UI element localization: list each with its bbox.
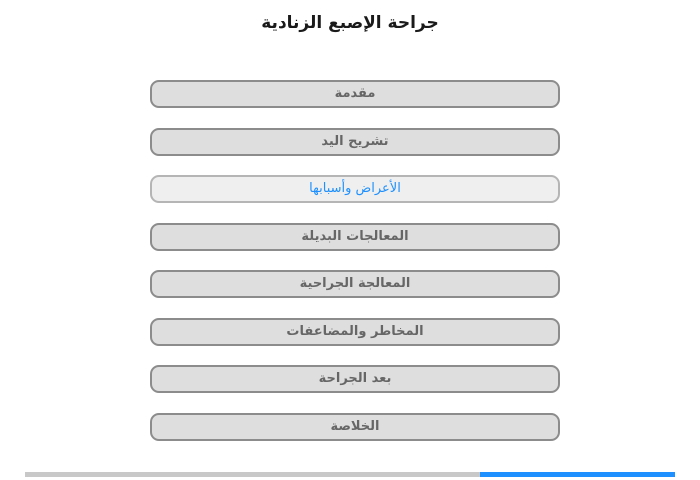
menu-item-hand-anatomy[interactable]: تشريح اليد: [150, 128, 560, 156]
menu-item-alternative-treatments[interactable]: المعالجات البديلة: [150, 223, 560, 251]
menu-item-symptoms-causes[interactable]: الأعراض وأسبابها: [150, 175, 560, 203]
progress-bar-fill: [480, 472, 675, 477]
progress-bar: [25, 472, 675, 477]
menu-item-risks-complications[interactable]: المخاطر والمضاعفات: [150, 318, 560, 346]
menu-item-surgical-treatment[interactable]: المعالجة الجراحية: [150, 270, 560, 298]
page-title: جراحة الإصبع الزنادية: [261, 13, 439, 33]
chapter-menu: [150, 80, 560, 460]
menu-item-summary[interactable]: الخلاصة: [150, 413, 560, 441]
menu-item-after-surgery[interactable]: بعد الجراحة: [150, 365, 560, 393]
menu-item-introduction[interactable]: مقدمة: [150, 80, 560, 108]
